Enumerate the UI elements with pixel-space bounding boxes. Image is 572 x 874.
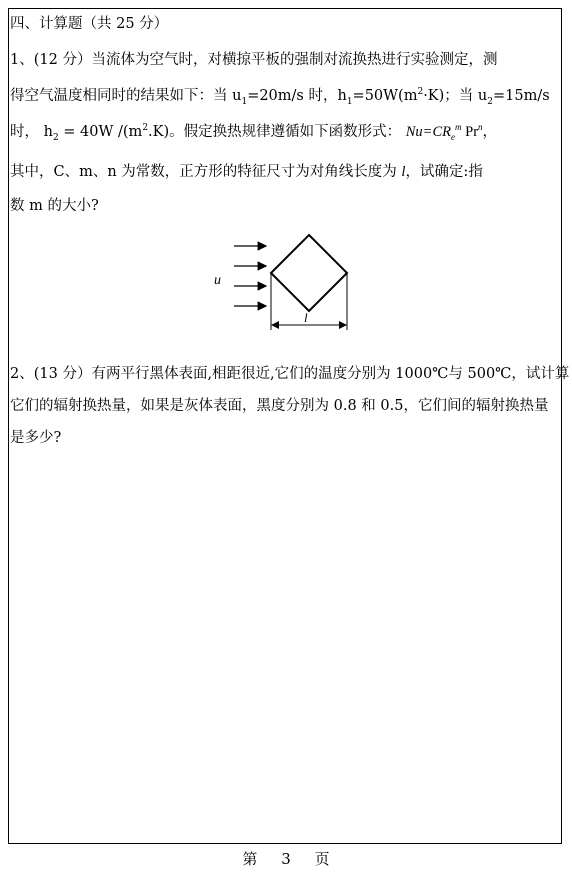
page-footer <box>0 848 572 869</box>
flow-arrows <box>234 246 266 306</box>
footer-suffix: 页 <box>314 850 330 868</box>
square-cylinder-diagram <box>200 228 370 338</box>
dimension-line <box>271 273 347 330</box>
q1-line-5: 数 m 的大小? <box>10 198 99 214</box>
q2-line-3: 是多少? <box>10 430 62 446</box>
section-title: 四、计算题（共 25 分） <box>10 16 169 32</box>
footer-prefix: 第 <box>242 850 258 868</box>
q2-line-1: 2、(13 分）有两平行黑体表面,相距很近,它们的温度分别为 1000℃与 500℃，试计算 <box>10 366 570 382</box>
nusselt-formula: $Nu=CR_e^m$ Pr$^n$ <box>405 122 483 142</box>
length-label: l <box>304 310 308 325</box>
q1-line-3: 时， $h_2 = 40W$ $/(m^2.K)$。假定换热规律遵循如下函数形式： $Nu=CR_e^m$ Pr$^n$， <box>10 122 498 143</box>
q1-line-1: 1、(12 分）当流体为空气时，对横掠平板的强制对流换热进行实验测定，测 <box>10 52 498 68</box>
q1-line-2: 得空气温度相同时的结果如下：当 $u_1=20m/s$ 时，$h_1=50W(m^2\cdot K)$；当 $u_2=15m/s$ <box>10 87 550 107</box>
square-body <box>271 235 347 311</box>
page-number: 3 <box>281 850 291 868</box>
q2-line-2: 它们的辐射换热量，如果是灰体表面，黑度分别为 0.8 和 0.5，它们间的辐射换热量 <box>10 398 549 414</box>
q1-line-4: 其中，C、m、n 为常数，正方形的特征尺寸为对角线长度为 l，试确定:指 <box>10 164 483 180</box>
flow-label: u <box>214 273 221 288</box>
